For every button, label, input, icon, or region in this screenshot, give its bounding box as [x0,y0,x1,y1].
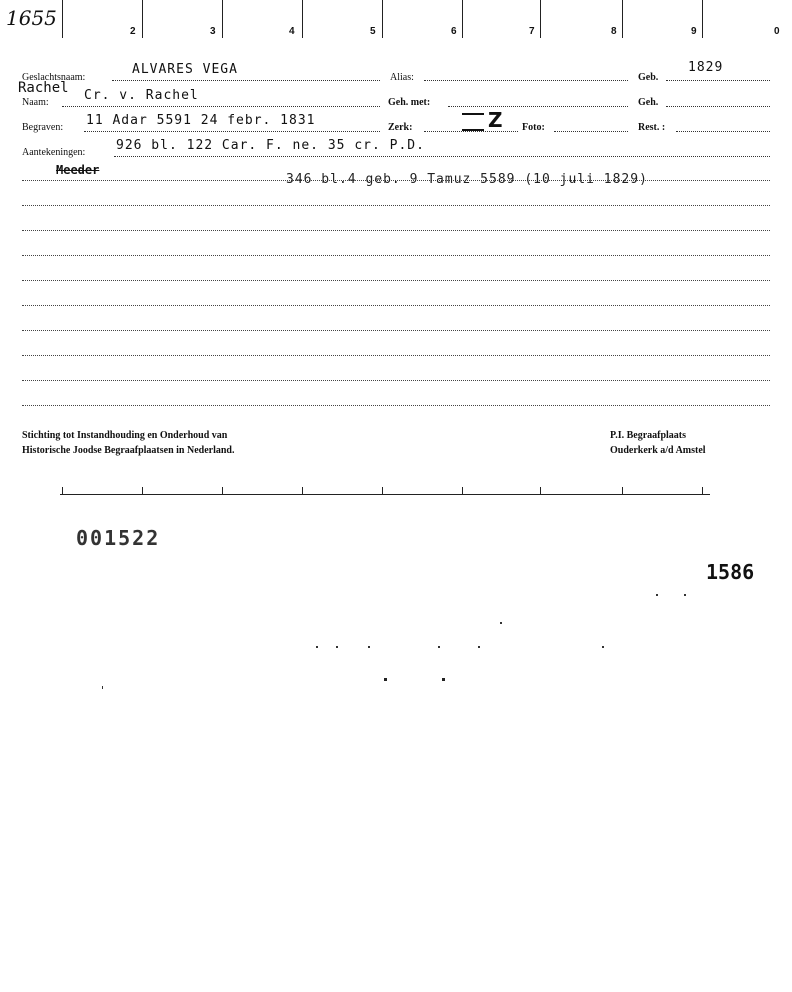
alias-label: Alias: [390,72,414,83]
note-line-2: 346 bl.4 geb. 9 Tamuz 5589 (10 juli 1829) [286,172,648,187]
empty-line [22,330,770,331]
column-number: 3 [210,26,216,37]
footer-left: Stichting tot Instandhouding en Onderhoud van Historische Joodse Begraafplaatsen in Nederland. [22,430,235,456]
aantekeningen-value: 926 bl. 122 Car. F. ne. 35 cr. P.D. [116,138,425,153]
footer-right: P.I. Begraafplaats Ouderkerk a/d Amstel [610,430,706,456]
column-number: 0 [774,26,780,37]
empty-line [22,255,770,256]
empty-line [22,230,770,231]
stamp-number: 001522 [76,526,161,550]
column-number: 6 [451,26,457,37]
begraven-value: 11 Adar 5591 24 febr. 1831 [86,113,316,128]
handwritten-name: Rachel [18,80,69,96]
aantekeningen-label: Aantekeningen: [22,147,86,158]
geslachtsnaam-label: Geslachtsnaam: [22,72,86,83]
empty-line [22,355,770,356]
zerk-value: Z [462,108,503,132]
column-number: 7 [529,26,535,37]
page-number: 1586 [706,560,755,584]
column-number: 8 [611,26,617,37]
struck-note: Meeder [56,163,100,177]
card-number: 1655 [6,6,57,30]
foto-label: Foto: [522,122,545,133]
empty-line [22,305,770,306]
strikeout-mark [462,113,484,131]
geslachtsnaam-value: ALVARES VEGA [132,62,238,77]
naam-value: Cr. v. Rachel [84,88,199,103]
column-number: 5 [370,26,376,37]
empty-line [22,205,770,206]
geb-label: Geb. [638,72,659,83]
rest-label: Rest. : [638,122,666,133]
card-bottom-edge [60,494,710,495]
empty-line [22,280,770,281]
column-number: 4 [289,26,295,37]
begraven-label: Begraven: [22,122,64,133]
empty-line [22,380,770,381]
geb-value: 1829 [688,60,724,75]
geh-label: Geh. [638,97,659,108]
column-number: 9 [691,26,697,37]
naam-label: Naam: [22,97,49,108]
geh-met-label: Geh. met: [388,97,431,108]
empty-line [22,405,770,406]
zerk-label: Zerk: [388,122,413,133]
column-number: 2 [130,26,136,37]
